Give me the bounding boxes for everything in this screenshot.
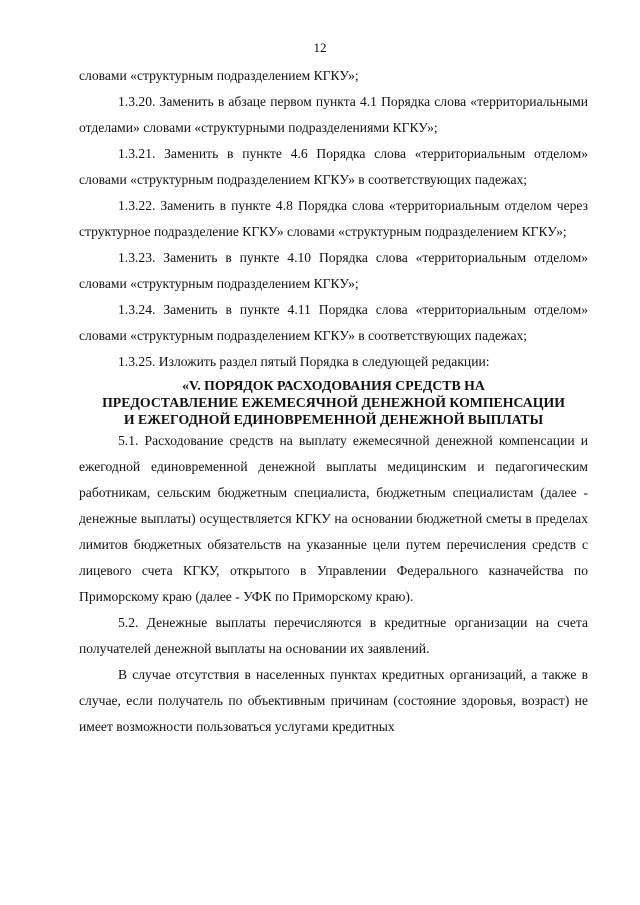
- paragraph: 1.3.21. Заменить в пункте 4.6 Порядка слова «территориальным отделом» словами «структурным подразделением КГКУ» в соответствующих падежах;: [79, 146, 588, 187]
- paragraph: 1.3.25. Изложить раздел пятый Порядка в следующей редакции:: [118, 354, 490, 369]
- section-heading-line: ПРЕДОСТАВЛЕНИЕ ЕЖЕМЕСЯЧНОЙ ДЕНЕЖНОЙ КОМПЕНСАЦИИ: [102, 395, 565, 410]
- paragraph: 1.3.20. Заменить в абзаце первом пункта 4.1 Порядка слова «территориальными отделами» словами «структурными подразделениями КГКУ»;: [79, 94, 588, 135]
- paragraph: 1.3.24. Заменить в пункте 4.11 Порядка слова «территориальным отделом» словами «структурным подразделением КГКУ» в соответствующих падежах;: [79, 302, 588, 343]
- section-heading-line: «V. ПОРЯДОК РАСХОДОВАНИЯ СРЕДСТВ НА: [182, 378, 485, 393]
- section-heading-line: И ЕЖЕГОДНОЙ ЕДИНОВРЕМЕННОЙ ДЕНЕЖНОЙ ВЫПЛАТЫ: [123, 412, 544, 427]
- page-number: 12: [313, 40, 327, 55]
- section-heading: [79, 375, 588, 428]
- paragraph: 1.3.22. Заменить в пункте 4.8 Порядка слова «территориальным отделом через структурное подразделение КГКУ» словами «структурным подразделением КГКУ»;: [79, 198, 588, 239]
- paragraph: 1.3.23. Заменить в пункте 4.10 Порядка слова «территориальным отделом» словами «структурным подразделением КГКУ»;: [79, 250, 588, 291]
- paragraph: В случае отсутствия в населенных пунктах кредитных организаций, а также в случае, если получатель по объективным причинам (состояние здоровья, возраст) не имеет возможности пользоваться услугами кредитных: [79, 667, 588, 734]
- paragraph: 5.2. Денежные выплаты перечисляются в кредитные организации на счета получателей денежной выплаты на основании их заявлений.: [79, 615, 588, 656]
- document-body: [79, 63, 588, 740]
- paragraph: словами «структурным подразделением КГКУ»;: [79, 68, 359, 83]
- paragraph: 5.1. Расходование средств на выплату ежемесячной денежной компенсации и ежегодной единовременной денежной выплаты медицинским и педагогическим работникам, сельским бюджетным специалиста, бюджетным специалистам (далее - денежные выплаты) осуществляется КГКУ на основании бюджетной сметы в пределах лимитов бюджетных обязательств на указанные цели путем перечисления средств с лицевого счета КГКУ, открытого в Управлении Федерального казначейства по Приморскому краю (далее - УФК по Приморскому краю).: [79, 433, 588, 604]
